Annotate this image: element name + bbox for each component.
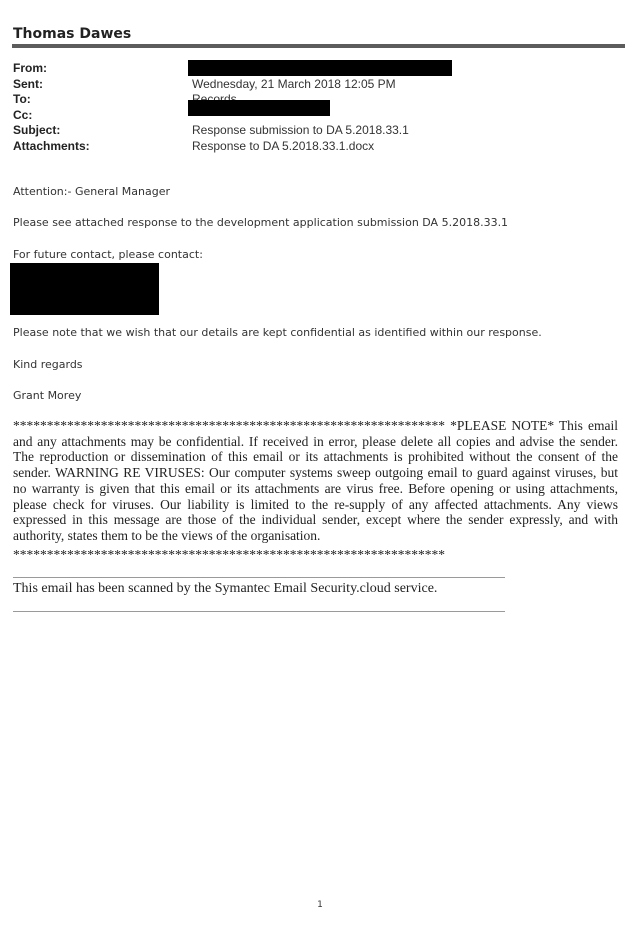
from-redaction [188, 60, 452, 76]
scan-notice: This email has been scanned by the Symantec Email Security.cloud service. [13, 581, 438, 596]
sent-label: Sent: [13, 76, 43, 91]
email-header-fields [13, 61, 628, 154]
page-number: 1 [317, 900, 323, 910]
subject-value: Response submission to DA 5.2018.33.1 [192, 123, 409, 137]
disclaimer-stars-top: **************************************************************** [13, 418, 445, 433]
scan-divider-top [13, 577, 505, 578]
attachments-row [13, 139, 628, 155]
sent-row [13, 77, 628, 93]
disclaimer-block [13, 418, 618, 544]
confidential-note: Please note that we wish that our details are kept confidential as identified within our response. [13, 326, 542, 339]
sender-name: Thomas Dawes [13, 26, 132, 42]
body-paragraph: Please see attached response to the development application submission DA 5.2018.33.1 [13, 216, 509, 229]
header-divider [12, 44, 625, 48]
cc-redaction [188, 100, 330, 116]
attachments-label: Attachments: [13, 138, 90, 153]
attention-line: Attention:- General Manager [13, 185, 171, 198]
signature: Grant Morey [13, 389, 82, 402]
attachment-link[interactable]: Response to DA 5.2018.33.1.docx [192, 138, 375, 153]
from-label: From: [13, 61, 47, 75]
contact-intro: For future contact, please contact: [13, 248, 203, 261]
subject-row [13, 123, 628, 139]
disclaimer-text: *PLEASE NOTE* This email and any attachments may be confidential. If received in error, please delete all copies and advise the sender. The reproduction or dissemination of this email or its attachments is prohibited without the consent of the sender. WARNING RE VIRUSES: Our computer systems sweep outgoing email to guard against viruses, but no warranty is given that this email or its attachments are virus free. Before opening or using attachments, please check for viruses. Our liability is limited to the re-supply of any affected attachments. Any views expressed in this message are those of the individual sender, except where the sender expressly, and with authority, states them to be the views of the organisation. [13, 418, 618, 543]
closing-line: Kind regards [13, 358, 83, 371]
sent-value: Wednesday, 21 March 2018 12:05 PM [192, 76, 396, 91]
disclaimer-stars-bottom: **************************************************************** [13, 547, 445, 562]
cc-row [13, 108, 628, 124]
contact-redaction [10, 263, 159, 315]
scan-divider-bottom [13, 611, 505, 612]
cc-label: Cc: [13, 107, 33, 122]
from-row [13, 61, 628, 77]
to-label: To: [13, 92, 31, 106]
subject-label: Subject: [13, 123, 61, 137]
